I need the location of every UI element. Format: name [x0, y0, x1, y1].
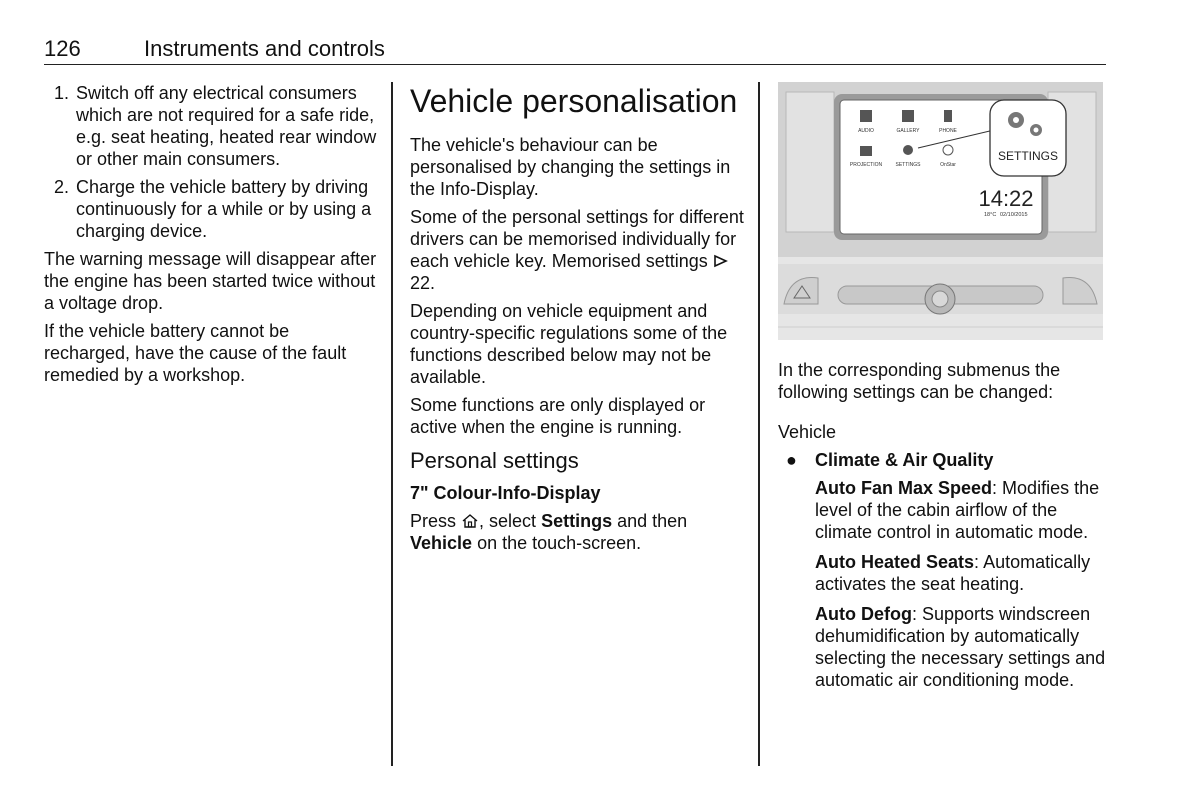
setting-term: Auto Heated Seats — [815, 552, 975, 572]
setting-separator: : — [974, 552, 980, 572]
clock-date: 02/10/2015 — [1000, 212, 1028, 218]
setting-separator: : — [911, 604, 917, 624]
home-icon — [461, 513, 479, 529]
arrow-reference-icon — [713, 254, 729, 268]
bullet-text: Climate & Air Quality — [815, 450, 994, 470]
setting-term: Auto Fan Max Speed — [815, 478, 993, 498]
icon-label-audio: AUDIO — [858, 128, 874, 134]
paragraph: In the corresponding submenus the following settings can be changed: — [778, 360, 1061, 402]
bullet-item — [778, 449, 1108, 471]
step-text: Charge the vehicle battery by driving continuously for a while or by using a charging device. — [76, 177, 372, 241]
section-title: Instruments and controls — [144, 36, 385, 61]
touchscreen-text: on the touch-screen. — [477, 533, 642, 553]
paragraph: The warning message will disappear after the engine has been started twice without a voltage drop. — [44, 249, 377, 313]
icon-label-phone: PHONE — [939, 128, 957, 134]
steps-list — [44, 82, 380, 242]
column-divider — [391, 82, 393, 766]
clock-time: 14:22 — [978, 186, 1034, 211]
column-divider — [758, 82, 760, 766]
paragraph — [410, 510, 748, 554]
setting-description — [778, 603, 1108, 691]
setting-desc: Modifies the level of the cabin airflow of the climate control in automatic mode. — [815, 478, 1100, 542]
column-right — [778, 82, 1108, 699]
press-text: Press — [410, 511, 457, 531]
display-heading: 7" Colour-Info-Display — [410, 483, 601, 503]
column-middle — [410, 82, 748, 560]
icon-label-projection: PROJECTION — [849, 162, 883, 168]
step-number: 1. — [54, 83, 70, 103]
bullet-dot: ● — [786, 450, 797, 470]
paragraph — [410, 206, 748, 294]
paragraph-text: Some of the personal settings for different drivers can be memorised individually for each vehicle key. Memorised settings — [410, 207, 744, 271]
list-item — [44, 176, 380, 242]
column-left — [44, 82, 380, 392]
paragraph: The vehicle's behaviour can be personalised by changing the settings in the Info-Display. — [410, 135, 731, 199]
setting-desc: Supports windscreen dehumidification by automatically selecting the necessary settings and automatic air conditioning mode. — [815, 604, 1106, 690]
page-reference[interactable]: 22. — [410, 273, 436, 293]
vehicle-term: Vehicle — [410, 533, 473, 553]
list-item — [44, 82, 380, 170]
paragraph: If the vehicle battery cannot be recharged, have the cause of the fault remedied by a workshop. — [44, 321, 347, 385]
page-number: 126 — [44, 36, 81, 61]
settings-callout: SETTINGS — [997, 149, 1059, 163]
setting-description — [778, 477, 1108, 543]
subsection-title: Personal settings — [410, 448, 579, 473]
step-text: Switch off any electrical consumers which are not required for a safe ride, e.g. seat heating, heated rear window or other main consumers. — [76, 83, 377, 169]
setting-separator: : — [992, 478, 998, 498]
settings-term: Settings — [541, 511, 613, 531]
paragraph: Depending on vehicle equipment and country-specific regulations some of the functions described below may not be available. — [410, 301, 728, 387]
setting-term: Auto Defog — [815, 604, 912, 624]
select-text: , select — [479, 511, 537, 531]
icon-label-gallery: GALLERY — [896, 128, 920, 134]
and-then-text: and then — [617, 511, 688, 531]
chapter-title: Vehicle personalisation — [410, 83, 738, 119]
step-number: 2. — [54, 177, 70, 197]
icon-label-settings: SETTINGS — [895, 162, 921, 168]
vehicle-heading: Vehicle — [778, 422, 837, 442]
setting-desc: Automatically activates the seat heating. — [815, 552, 1091, 594]
info-display-illustration — [778, 82, 1103, 340]
clock-temp: 18°C — [984, 212, 997, 218]
setting-description — [778, 551, 1108, 595]
page-header — [44, 34, 1106, 65]
icon-label-onstar: OnStar — [940, 162, 956, 168]
paragraph: Some functions are only displayed or active when the engine is running. — [410, 395, 706, 437]
